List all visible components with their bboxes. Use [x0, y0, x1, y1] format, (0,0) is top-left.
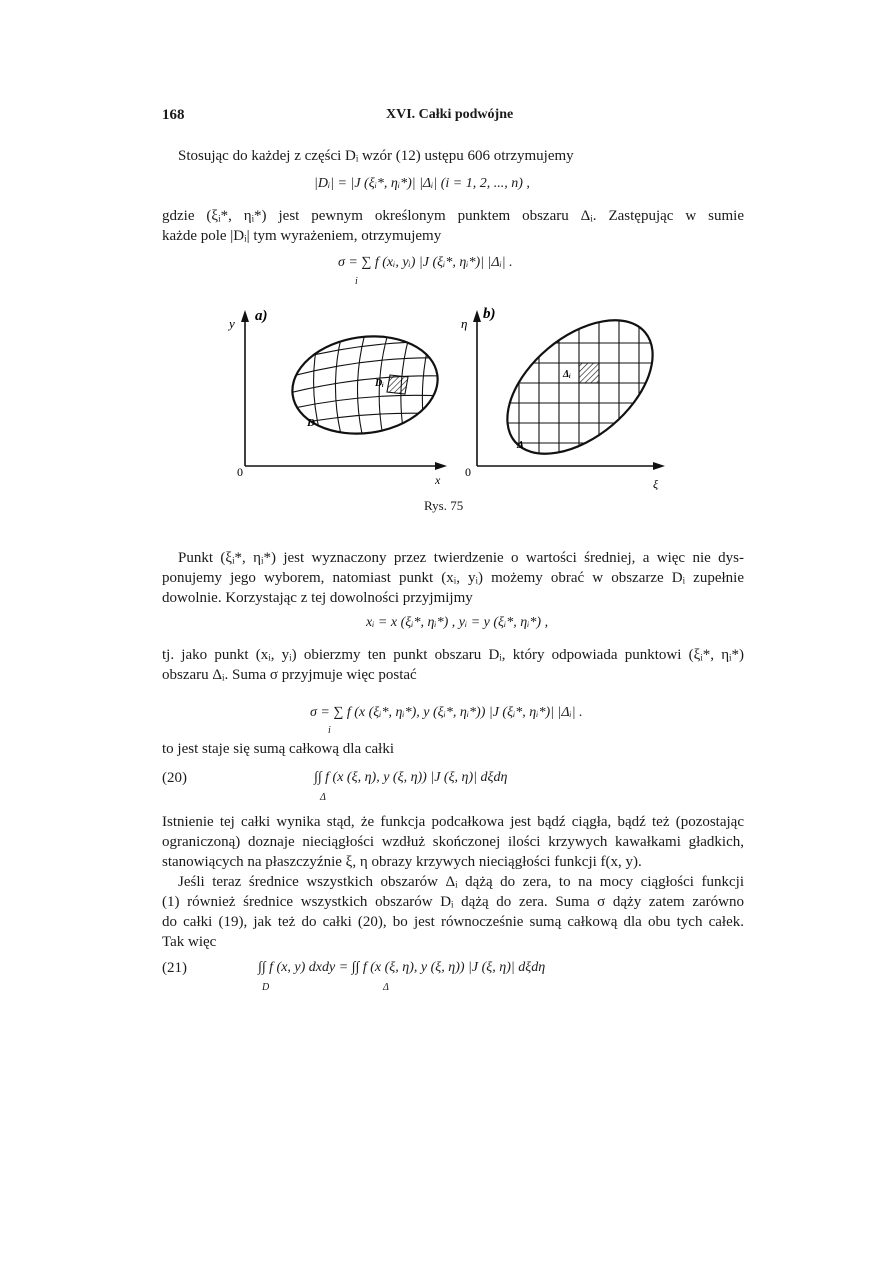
text-line: Tak więc — [162, 934, 217, 950]
text-line: Punkt (ξᵢ*, ηᵢ*) jest wyznaczony przez twierdzenie o wartości średniej, a więc nie dys- — [178, 550, 744, 566]
paragraph-2 — [162, 206, 744, 246]
panel-b-x-label: ξ — [653, 477, 659, 490]
text-line: Stosując do każdej z części Dᵢ wzór (12) ustępu 606 otrzymujemy — [178, 148, 574, 164]
cell-d-i-label: Dᵢ — [375, 378, 384, 389]
paragraph-7 — [162, 872, 744, 952]
figure-caption: Rys. 75 — [424, 498, 464, 513]
formula-eq1: |Dᵢ| = |J (ξᵢ*, ηᵢ*)| |Δᵢ| (i = 1, 2, ..., n) , — [314, 176, 530, 191]
text-line: ograniczoną) doznaje nieciągłości wzdłuż skończonej ilości krzywych kawałkami gładkich, — [162, 834, 744, 850]
text-line: Jeśli teraz średnice wszystkich obszarów Δᵢ dążą do zera, to na mocy ciągłości funkcji — [178, 874, 744, 890]
panel-b-label: b) — [483, 306, 496, 322]
formula-eq20: ∫∫ f (x (ξ, η), y (ξ, η)) |J (ξ, η)| dξdη — [314, 770, 508, 785]
sum-index: i — [355, 276, 358, 287]
text-line: ponujemy jego wyborem, natomiast punkt (xᵢ, yᵢ) możemy obrać w obszarze Dᵢ zupełnie — [162, 570, 744, 586]
paragraph-4 — [162, 645, 744, 685]
panel-a-label: a) — [255, 308, 268, 324]
formula-eq21: ∫∫ f (x, y) dxdy = ∫∫ f (x (ξ, η), y (ξ, η)) |J (ξ, η)| dξdη — [258, 960, 546, 975]
figure-rys-75 — [225, 290, 675, 490]
sum-index: i — [328, 725, 331, 736]
panel-a-axes — [241, 310, 447, 470]
integral-domain: Δ — [320, 792, 326, 803]
panel-a-y-label: y — [229, 316, 235, 331]
text-line: gdzie (ξᵢ*, ηᵢ*) jest pewnym określonym punktem obszaru Δᵢ. Zastępując w sumie — [162, 208, 744, 224]
page-number: 168 — [162, 107, 185, 123]
integral-domain-right: Δ — [383, 982, 389, 993]
equation-number-20: (20) — [162, 770, 187, 786]
region-d — [285, 327, 445, 450]
panel-b-y-label: η — [461, 316, 468, 331]
panel-a-x-label: x — [435, 473, 441, 487]
integral-domain-left: D — [262, 982, 270, 993]
paragraph-3 — [162, 548, 744, 608]
cell-delta-i-label: Δᵢ — [563, 369, 571, 380]
text-line: dowolnie. Korzystając z tej dowolności przyjmijmy — [162, 590, 473, 606]
text-line: do całki (19), jak też do całki (20), bo jest równocześnie sumą całkową dla obu tych całek. — [162, 914, 744, 930]
region-delta — [483, 294, 675, 480]
region-delta-label: Δ — [517, 439, 524, 451]
text-line: (1) również średnice wszystkich obszarów Dᵢ dążą do zera. Suma σ dąży zatem zarówno — [162, 894, 744, 910]
text-line: każde pole |Dᵢ| tym wyrażeniem, otrzymujemy — [162, 228, 442, 244]
region-d-label: D — [307, 417, 315, 429]
text-line: tj. jako punkt (xᵢ, yᵢ) obierzmy ten punkt obszaru Dᵢ, który odpowiada punktowi (ξᵢ*, ηᵢ*) — [162, 647, 744, 663]
paragraph-6 — [162, 812, 744, 872]
text-line: to jest staje się sumą całkową dla całki — [162, 741, 395, 757]
running-head: XVI. Całki podwójne — [386, 107, 514, 122]
text-line: stanowiących na płaszczyźnie ξ, η obrazy krzywych nieciągłości funkcji f(x, y). — [162, 854, 642, 870]
panel-b-origin: 0 — [465, 465, 471, 479]
text-line: obszaru Δᵢ. Suma σ przyjmuje więc postać — [162, 667, 417, 683]
equation-number-21: (21) — [162, 960, 187, 976]
formula-eq2: σ = ∑ f (xᵢ, yᵢ) |J (ξᵢ*, ηᵢ*)| |Δᵢ| . — [338, 255, 513, 270]
formula-eq4: σ = ∑ f (x (ξᵢ*, ηᵢ*), y (ξᵢ*, ηᵢ*)) |J (ξᵢ*, ηᵢ*)| |Δᵢ| . — [310, 705, 583, 720]
panel-a-origin: 0 — [237, 465, 243, 479]
text-line: Istnienie tej całki wynika stąd, że funkcja podcałkowa jest bądź ciągła, bądź też (pozostając — [162, 814, 744, 830]
formula-eq3: xᵢ = x (ξᵢ*, ηᵢ*) , yᵢ = y (ξᵢ*, ηᵢ*) , — [366, 615, 549, 630]
